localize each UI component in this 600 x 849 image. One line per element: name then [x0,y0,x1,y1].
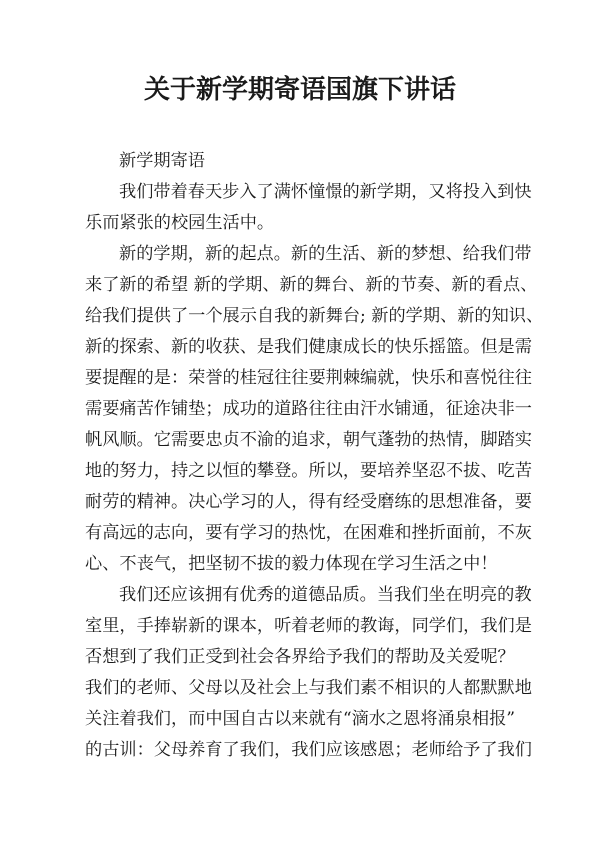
text-line: 的古训：父母养育了我们，我们应该感恩；老师给予了我们 [85,740,532,760]
text-line: 帆风顺。它需要忠贞不渝的追求，朝气蓬勃的热情，脚踏实 [85,430,532,450]
text-line: 给我们提供了一个展示自我的新舞台; 新的学期、新的知识、 [85,306,544,326]
text-line: 需要痛苦作铺垫；成功的道路往往由汗水铺通，征途决非一 [85,399,532,419]
text-line: 关注着我们，而中国自古以来就有“滴水之恩将涌泉相报” [85,709,516,729]
text-line: 新的学期，新的起点。新的生活、新的梦想、给我们带 [119,244,532,264]
text-line: 要提醒的是：荣誉的桂冠往往要荆棘编就，快乐和喜悦往往 [85,368,532,388]
text-line: 新的探索、新的收获、是我们健康成长的快乐摇篮。但是需 [85,337,532,357]
text-line: 心、不丧气，把坚韧不拔的毅力体现在学习生活之中！ [85,554,498,574]
text-line: 我们带着春天步入了满怀憧憬的新学期，又将投入到快 [119,182,532,202]
text-line: 耐劳的精神。决心学习的人，得有经受磨练的思想准备，要 [85,492,532,512]
text-line: 室里，手捧崭新的课本，听着老师的教诲，同学们，我们是 [85,616,532,636]
text-line: 我们还应该拥有优秀的道德品质。当我们坐在明亮的教 [119,585,532,605]
text-line: 地的努力，持之以恒的攀登。所以，要培养坚忍不拔、吃苦 [85,461,532,481]
paragraph-heading: 新学期寄语 [119,151,205,171]
text-line: 来了新的希望 新的学期、新的舞台、新的节奏、新的看点、 [85,275,538,295]
text-line: 有高远的志向，要有学习的热忱，在困难和挫折面前，不灰 [85,523,532,543]
page-title: 关于新学期寄语国旗下讲话 [143,75,456,105]
text-line: 否想到了我们正受到社会各界给予我们的帮助及关爱呢？ [85,647,515,667]
text-line: 我们的老师、父母以及社会上与我们素不相识的人都默默地 [85,678,532,698]
text-line: 乐而紧张的校园生活中。 [85,213,275,233]
